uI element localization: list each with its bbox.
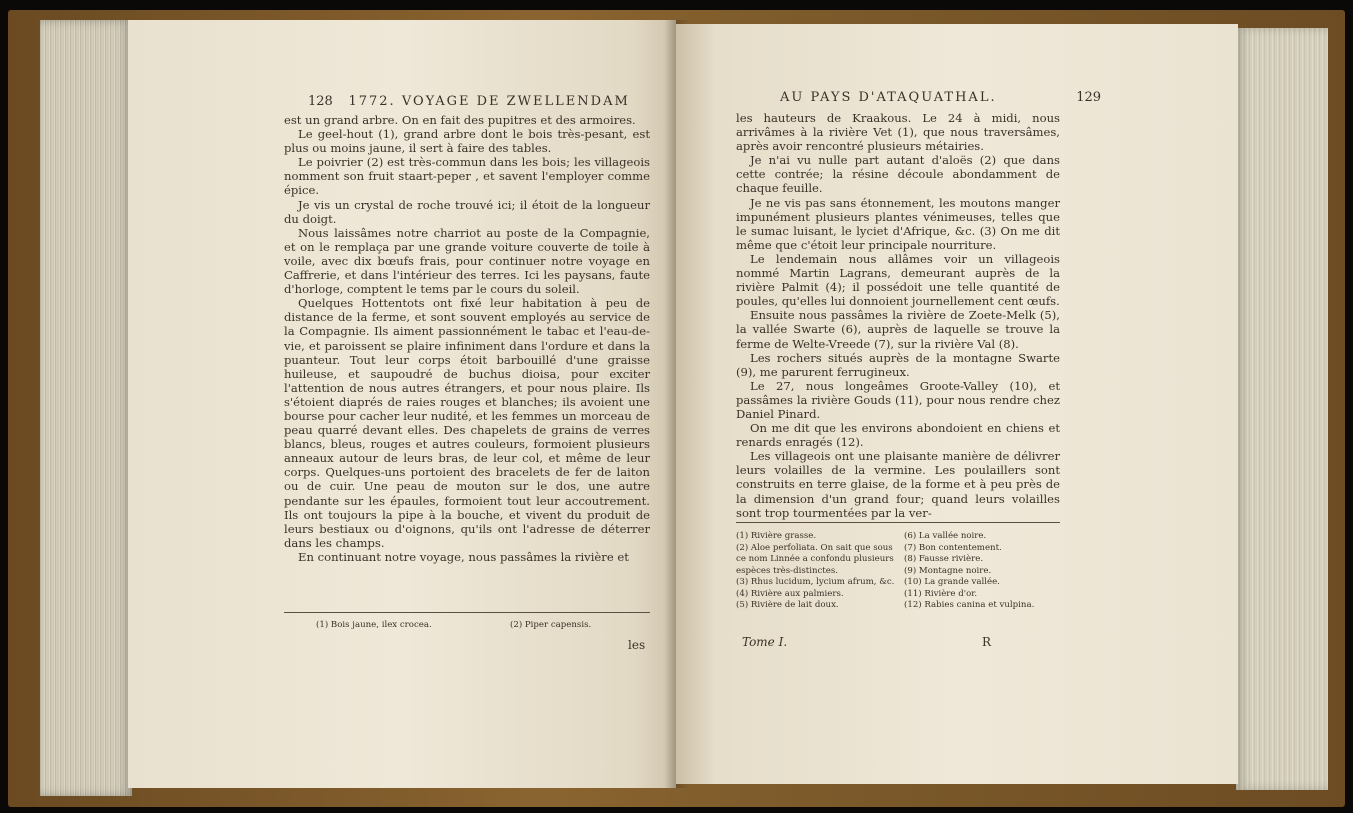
right-page-paragraph: Je n'ai vu nulle part autant d'aloës (2) que dans cette contrée; la résine découle abondamment de chaque feuille.: [736, 153, 1060, 196]
footnote: (5) Rivière de lait doux.: [736, 600, 839, 610]
footnote: (7) Bon contentement.: [904, 542, 1002, 553]
left-page-paragraph: Le geel-hout (1), grand arbre dont le bois très-pesant, est plus ou moins jaune, il sert à faire des tables.: [284, 127, 650, 156]
signature-tome: Tome I.: [742, 635, 788, 649]
right-page-paragraph: On me dit que les environs abondoient en chiens et renards enragés (12).: [736, 421, 1060, 450]
left-page-paragraph: Le poivrier (2) est très-commun dans les bois; les villageois nomment son fruit staart-peper , et savent l'employer comme épice.: [284, 155, 650, 198]
right-page-paragraph: Le 27, nous longeâmes Groote-Valley (10), et passâmes la rivière Gouds (11), pour nous rendre chez Daniel Pinard.: [736, 378, 1060, 421]
footnote: (12) Rabies canina et vulpina.: [904, 600, 1035, 610]
footnote: (11) Rivière d'or.: [904, 588, 978, 599]
left-page-number: 128: [308, 94, 333, 109]
left-page: [128, 20, 676, 788]
left-catchword: les: [628, 638, 646, 652]
right-page-paragraph: Je ne vis pas sans étonnement, les moutons manger impunément plusieurs plantes vénimeuses, telles que le sumac luisant, le lyciet d'Afrique, &c. (3) On me dit même que c'étoit leur principale nourriture.: [736, 195, 1060, 252]
right-page-paragraph: Le lendemain nous allâmes voir un villageois nommé Martin Lagrans, demeurant auprès de la rivière Palmit (4); il possédoit une telle quantité de poules, qu'elles lui donnoient journellement cent œufs.: [736, 251, 1060, 309]
right-page-paragraph: Les rochers situés auprès de la montagne Swarte (9), me parurent ferrugineux.: [736, 350, 1060, 379]
footnote: (4) Rivière aux palmiers.: [736, 588, 844, 599]
left-page-paragraph: En continuant notre voyage, nous passâmes la rivière et: [298, 549, 629, 564]
right-page-paragraph: Les villageois ont une plaisante manière de délivrer leurs volailles de la vermine. Les poulaillers sont construits en terre glaise, de la forme et à peu près de la dimension d'un grand four; quand leurs volailles sont trop tourmentées par la ver-: [736, 449, 1060, 520]
footnote: (3) Rhus lucidum, lycium afrum, &c.: [736, 577, 895, 587]
right-running-head: [780, 90, 1111, 105]
footnote: (2) Aloe perfoliata. On sait que sous ce nom Linnée a confondu plusieurs espèces très-distinctes.: [736, 542, 894, 576]
left-page-edges: [40, 20, 132, 796]
right-page-edges: [1236, 28, 1328, 790]
right-page: [676, 24, 1238, 784]
left-page-paragraph: est un grand arbre. On en fait des pupitres et des armoires.: [284, 113, 636, 127]
left-footnote-1: (1) Bois jaune, ilex crocea.: [316, 620, 432, 630]
footnote: (6) La vallée noire.: [904, 531, 987, 541]
left-page-paragraph: Quelques Hottentots ont fixé leur habitation à peu de distance de la ferme, et sont souvent employés au service de la Compagnie. Ils aiment passionnément le tabac et l'eau-de-vie, et paroissent se plaire infiniment dans l'ordure et dans la puanteur. Tout leur corps étoit barbouillé d'une graisse huileuse, et saupoudré de buchus dioisa, pour exciter l'attention de nous autres étrangers, et pour nous plaire. Ils s'étoient diaprés de raies rouges et blanches; ils avoient une bourse pour cacher leur nudité, et les femmes un morceau de peau quarré devant elles. Des chapelets de grains de verres blancs, bleus, rouges et autres couleurs, formoient plusieurs anneaux autour de leurs bras, de leur col, et même de leur corps. Quelques-uns portoient des bracelets de fer de laiton ou de cuir. Une peau de mouton sur le dos, une autre pendante sur les épaules, formoient tout leur accoutrement. Ils ont toujours la pipe à la bouche, et vivent du produit de leurs bestiaux ou d'oignons, qu'ils ont l'adresse de déterrer dans les champs.: [284, 296, 650, 550]
right-footnote-rule: [736, 522, 1060, 523]
left-footnote-2: (2) Piper capensis.: [510, 620, 592, 630]
signature-mark: R: [982, 635, 992, 649]
footnote: (9) Montagne noire.: [904, 565, 992, 576]
left-footnote-rule: [284, 612, 650, 613]
right-footnotes-col-2: [904, 531, 1034, 612]
right-footnotes-col-1: [736, 531, 896, 612]
footnote: (10) La grande vallée.: [904, 577, 1000, 587]
right-page-number: 129: [1076, 90, 1102, 105]
right-running-title: AU PAYS D'ATAQUATHAL.: [780, 90, 997, 105]
right-body-text: [736, 111, 1060, 520]
left-page-paragraph: Nous laissâmes notre charriot au poste de la Compagnie, et on le remplaça par une grande voiture couverte de toile à voile, avec dix bœufs frais, pour continuer notre voyage en Caffrerie, et dans l'intérieur des terres. Ici les paysans, faute d'horloge, comptent le tems par le cours du soleil.: [284, 225, 650, 297]
left-running-head: [308, 94, 630, 109]
left-running-title: 1772. VOYAGE DE ZWELLENDAM: [348, 94, 630, 109]
footnote: (1) Rivière grasse.: [736, 531, 817, 541]
right-page-paragraph: les hauteurs de Kraakous. Le 24 à midi, nous arrivâmes à la rivière Vet (1), que nous traversâmes, après avoir rencontré plusieurs métairies.: [736, 111, 1060, 154]
right-page-paragraph: Ensuite nous passâmes la rivière de Zoete-Melk (5), la vallée Swarte (6), auprès de laquelle se trouve la ferme de Welte-Vreede (7), sur la rivière Val (8).: [736, 308, 1060, 351]
footnote: (8) Fausse rivière.: [904, 554, 984, 564]
left-page-paragraph: Je vis un crystal de roche trouvé ici; il étoit de la longueur du doigt.: [284, 197, 650, 226]
left-body-text: [284, 113, 650, 564]
